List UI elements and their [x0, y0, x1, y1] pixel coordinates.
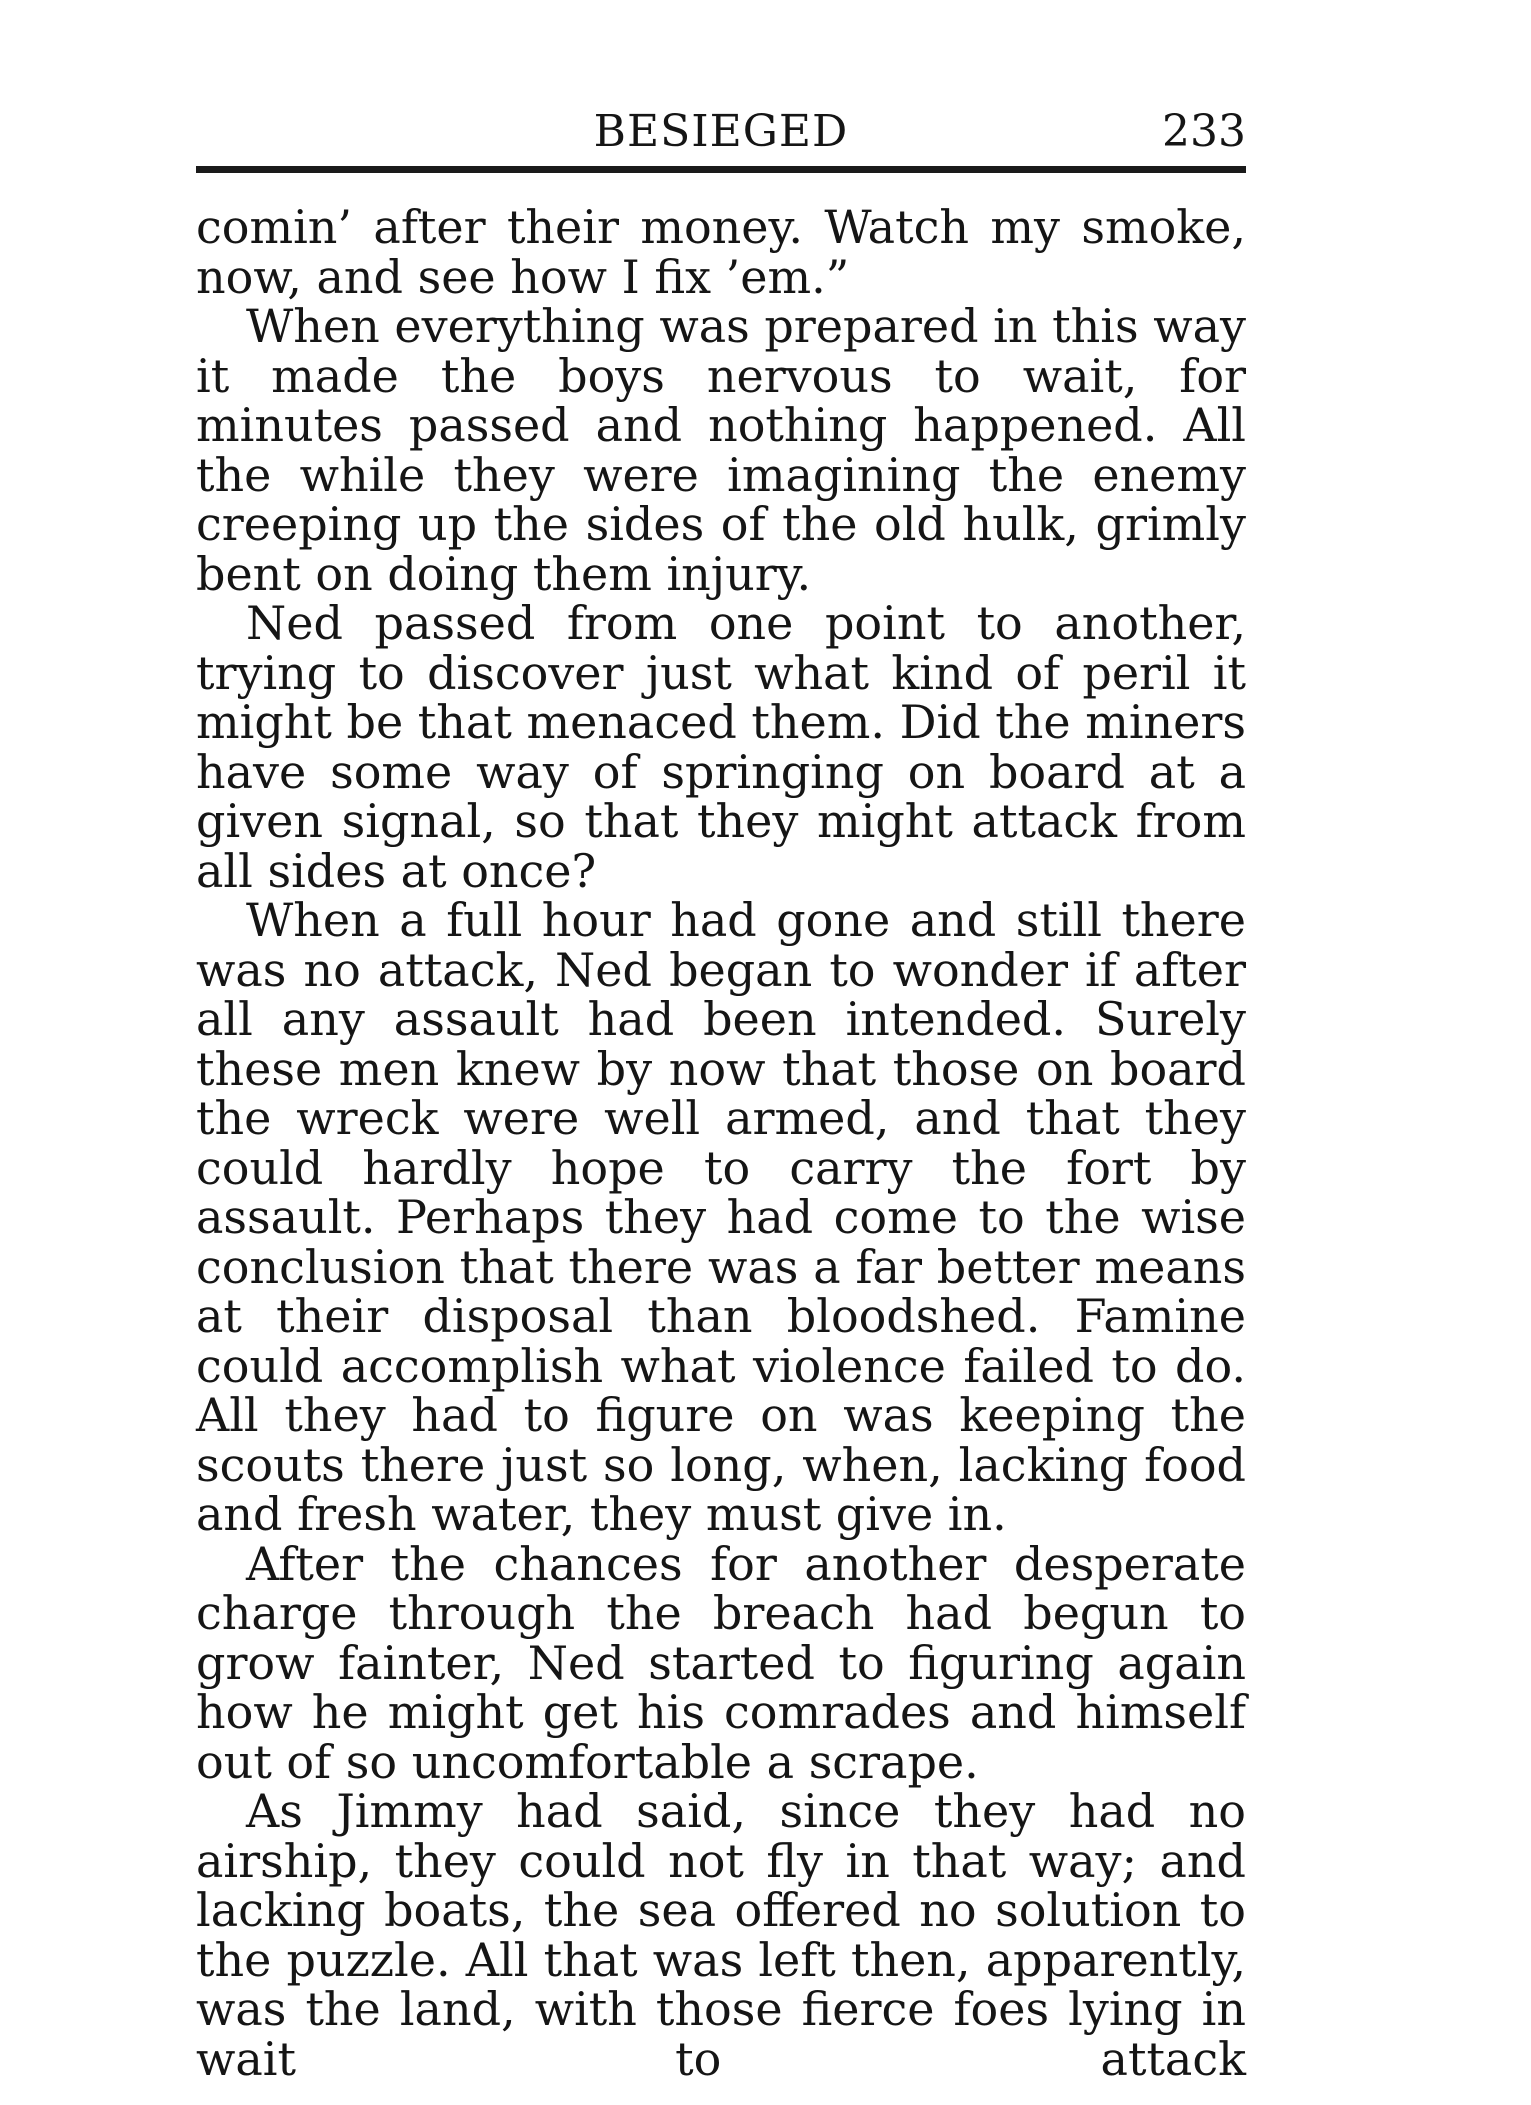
paragraph-2: When everything was prepared in this way it made the boys nervous to wait, for minutes passed and nothing happened. All the while they were imagining the enemy creeping up the sides of the old hulk, grimly bent on doing them injury. [196, 299, 1246, 601]
paragraph-3: Ned passed from one point to another, trying to discover just what kind of peril it might be that menaced them. Did the miners have some way of springing on board at a given signal, so that they might attack from all sides at once? [196, 596, 1246, 898]
header-rule [196, 166, 1246, 173]
running-head: BESIEGED [593, 106, 849, 157]
paragraph-6: As Jimmy had said, since they had no airship, they could not fly in that way; and lacking boats, the sea offered no solution to the puzzle. All that was left then, apparently, was the land, with those fierce foes lying in wait to attack [196, 1784, 1246, 2086]
page-header [196, 100, 1246, 164]
page-number: 233 [1162, 106, 1246, 157]
book-page [196, 100, 1246, 2084]
paragraph-4: When a full hour had gone and still there was no attack, Ned began to wonder if after all any assault had been intended. Surely these men knew by now that those on board the wreck were well armed, and that they could hardly hope to carry the fort by assault. Perhaps they had come to the wise conclusion that there was a far better means at their disposal than bloodshed. Famine could accomplish what violence failed to do. All they had to figure on was keeping the scouts there just so long, when, lacking food and fresh water, they must give in. [196, 893, 1246, 1541]
body-text [196, 200, 1246, 2086]
paragraph-1: comin’ after their money. Watch my smoke, now, and see how I fix ’em.” [196, 200, 1246, 304]
paragraph-5: After the chances for another desperate charge through the breach had begun to grow fainter, Ned started to figuring again how he might get his comrades and himself out of so uncomfortable a scrape. [196, 1536, 1246, 1789]
